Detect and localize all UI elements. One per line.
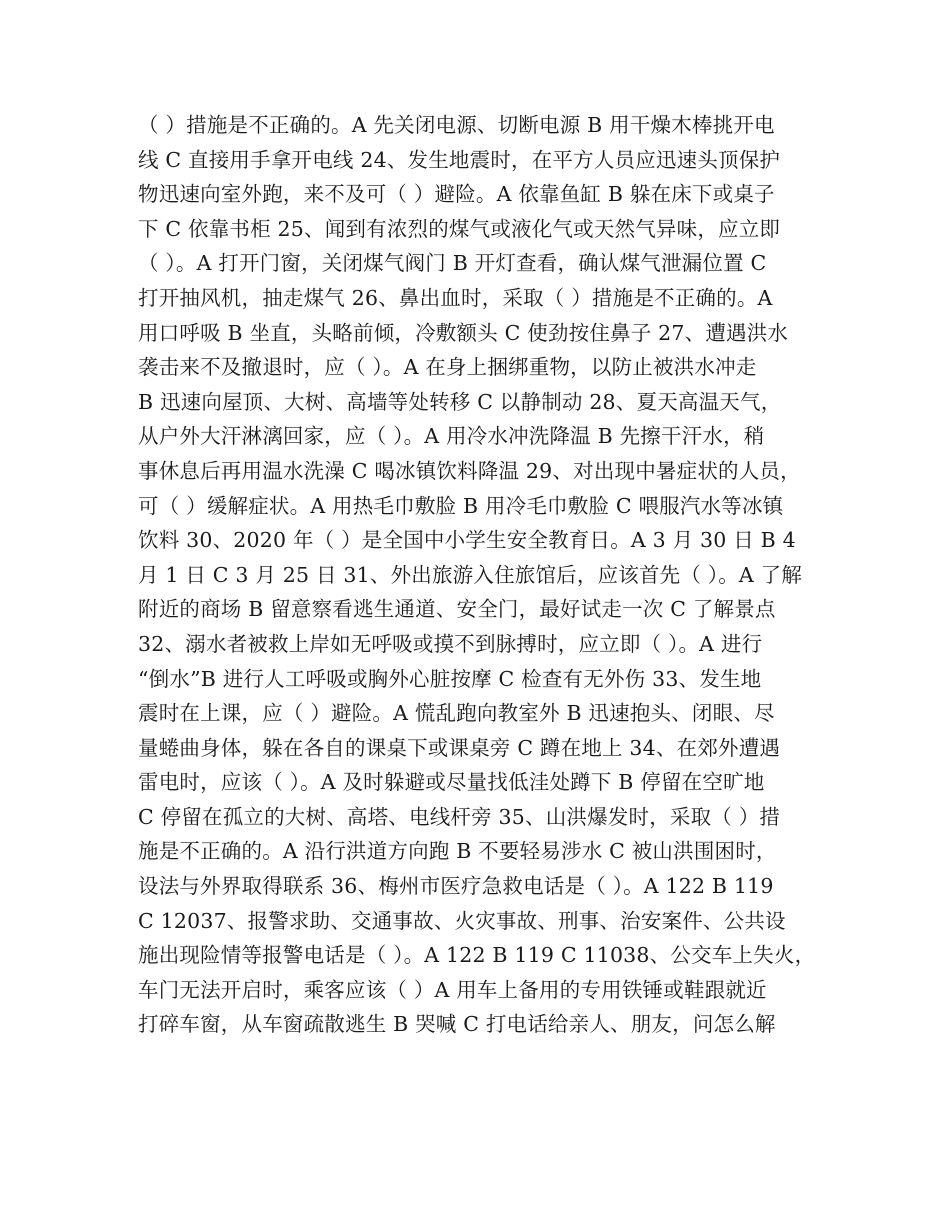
text-line: B 迅速向屋顶、大树、高墙等处转移 C 以静制动 28、夏天高温天气， <box>138 389 782 414</box>
text-line: 震时在上课，应（ ）避险。A 慌乱跑向教室外 B 迅速抱头、闭眼、尽 <box>138 701 775 726</box>
text-line: 车门无法开启时，乘客应该（ ）A 用车上备用的专用铁锤或鞋跟就近 <box>138 977 767 1002</box>
text-line: C 停留在孤立的大树、高塔、电线杆旁 35、山洪爆发时，采取（ ）措 <box>138 804 781 829</box>
text-line: 饮料 30、2020 年（ ）是全国中小学生安全教育日。A 3 月 30 日 B 4 <box>138 528 796 553</box>
text-line: 施是不正确的。A 沿行洪道方向跑 B 不要轻易涉水 C 被山洪围困时， <box>138 839 777 864</box>
text-line: 量蜷曲身体，躲在各自的课桌下或课桌旁 C 蹲在地上 34、在郊外遭遇 <box>138 735 781 760</box>
text-line: 打碎车窗，从车窗疏散逃生 B 哭喊 C 打电话给亲人、朋友，问怎么解 <box>138 1012 776 1037</box>
text-line: 附近的商场 B 留意察看逃生通道、安全门，最好试走一次 C 了解景点 <box>138 597 776 622</box>
text-line: 用口呼吸 B 坐直，头略前倾，冷敷额头 C 使劲按住鼻子 27、遭遇洪水 <box>138 320 789 345</box>
text-line: 线 C 直接用手拿开电线 24、发生地震时，在平方人员应迅速头顶保护 <box>138 147 781 172</box>
text-line: 施出现险情等报警电话是（ ）。A 122 B 119 C 11038、公交车上失火， <box>138 943 816 968</box>
text-line: C 12037、报警求助、交通事故、火灾事故、刑事、治安案件、公共设 <box>138 908 786 933</box>
text-line: 袭击来不及撤退时，应（ ）。A 在身上捆绑重物，以防止被洪水冲走 <box>138 355 757 380</box>
body-text <box>138 108 818 1042</box>
text-line: 设法与外界取得联系 36、梅州市医疗急救电话是（ ）。A 122 B 119 <box>138 874 774 899</box>
text-line: （ ）。A 打开门窗，关闭煤气阀门 B 开灯查看，确认煤气泄漏位置 C <box>138 251 767 276</box>
text-line: 32、溺水者被救上岸如无呼吸或摸不到脉搏时，应立即（ ）。A 进行 <box>138 631 763 656</box>
text-line: 物迅速向室外跑，来不及可（ ）避险。A 依靠鱼缸 B 躲在床下或桌子 <box>138 182 775 207</box>
text-line: （ ）措施是不正确的。A 先关闭电源、切断电源 B 用干燥木棒挑开电 <box>138 113 775 137</box>
text-line: 从户外大汗淋漓回家，应（ ）。A 用冷水冲洗降温 B 先擦干汗水，稍 <box>138 424 765 449</box>
text-line: “倒水”B 进行人工呼吸或胸外心脏按摩 C 检查有无外伤 33、发生地 <box>138 666 762 691</box>
text-line: 月 1 日 C 3 月 25 日 31、外出旅游入住旅馆后，应该首先（ ）。A 了解 <box>138 562 803 587</box>
text-line: 打开抽风机，抽走煤气 26、鼻出血时，采取（ ）措施是不正确的。A <box>138 285 773 310</box>
text-line: 事休息后再用温水洗澡 C 喝冰镇饮料降温 29、对出现中暑症状的人员， <box>138 458 801 483</box>
text-line: 可（ ）缓解症状。A 用热毛巾敷脸 B 用冷毛巾敷脸 C 喂服汽水等冰镇 <box>138 493 784 518</box>
text-line: 下 C 依靠书柜 25、闻到有浓烈的煤气或液化气或天然气异味，应立即 <box>138 216 781 241</box>
text-line: 雷电时，应该（ ）。A 及时躲避或尽量找低洼处蹲下 B 停留在空旷地 <box>138 770 765 795</box>
